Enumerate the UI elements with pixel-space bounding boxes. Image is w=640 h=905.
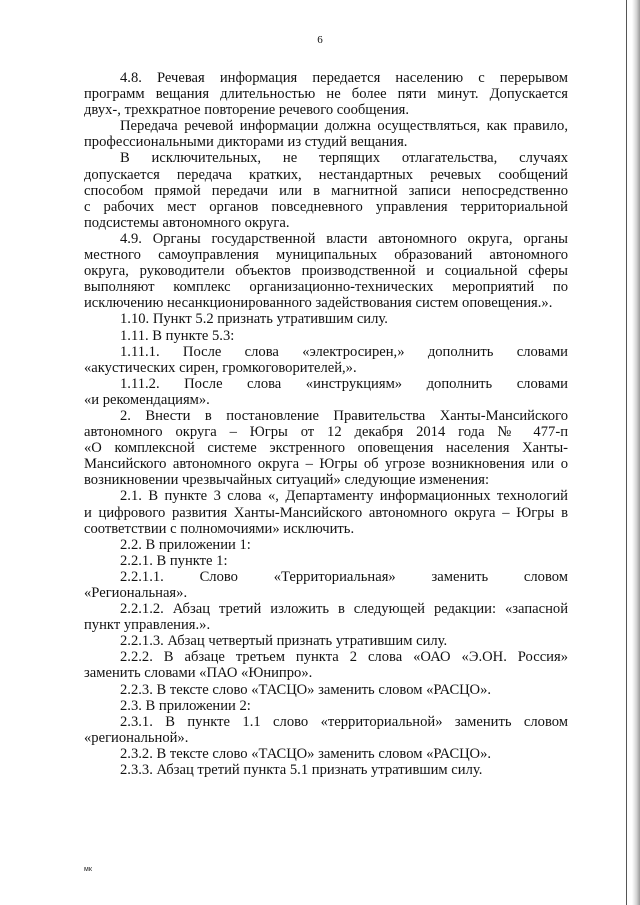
paragraph-line: округа, руководители объектов производственной и социальной сферы bbox=[84, 263, 568, 280]
paragraph-line: местного самоуправления муниципальных образований автономного bbox=[84, 247, 568, 264]
paragraph bbox=[84, 569, 568, 601]
paragraph-line: 2.3.2. В тексте слово «ТАСЦО» заменить словом «РАСЦО». bbox=[120, 745, 492, 762]
paragraph-line: 4.8. Речевая информация передается населению с перерывом bbox=[120, 70, 568, 86]
paragraph bbox=[84, 746, 568, 762]
paragraph-line: исключению несанкционированного задействования систем оповещения.». bbox=[84, 295, 553, 312]
paragraph-line: возникновении чрезвычайных ситуаций» следующие изменения: bbox=[84, 472, 489, 489]
paragraph bbox=[84, 649, 568, 681]
paragraph-line: «О комплексной системе экстренного оповещения населения Ханты- bbox=[84, 440, 568, 457]
paragraph bbox=[84, 150, 568, 230]
paragraph-line: В исключительных, не терпящих отлагательства, случаях bbox=[120, 150, 568, 167]
paragraph-line: 2.2.1. В пункте 1: bbox=[120, 552, 228, 569]
paragraph-line: способом прямой передачи или в магнитной записи непосредственно bbox=[84, 182, 568, 199]
paragraph-line: 2.3. В приложении 2: bbox=[120, 697, 251, 714]
paragraph-line: пункт управления.». bbox=[84, 617, 211, 634]
page-number: 6 bbox=[317, 34, 323, 46]
paragraph-line: 2.2.1.3. Абзац четвертый признать утратившим силу. bbox=[120, 633, 448, 650]
paragraph bbox=[84, 633, 568, 649]
document-body bbox=[84, 70, 568, 778]
paragraph bbox=[84, 344, 568, 376]
paragraph-line: программ вещания длительностью не более пяти минут. Допускается bbox=[84, 86, 568, 103]
paragraph bbox=[84, 118, 568, 150]
paragraph-line: 1.11.1. После слова «электросирен,» дополнить словами bbox=[120, 343, 568, 360]
paragraph-line: 4.9. Органы государственной власти автономного округа, органы bbox=[120, 230, 568, 247]
paragraph-line: допускается передача кратких, нестандартных речевых сообщений bbox=[84, 166, 568, 183]
paragraph-line: Мансийского автономного округа – Югры об угрозе возникновения или о bbox=[84, 456, 568, 473]
paragraph bbox=[84, 553, 568, 569]
paragraph-line: 1.11.2. После слова «инструкциям» дополнить словами bbox=[120, 375, 568, 392]
paragraph-line: 2.1. В пункте 3 слова «, Департаменту информационных технологий bbox=[120, 488, 568, 505]
paragraph bbox=[84, 601, 568, 633]
paragraph bbox=[84, 70, 568, 118]
paragraph-line: 1.11. В пункте 5.3: bbox=[120, 327, 235, 344]
paragraph bbox=[84, 537, 568, 553]
paragraph bbox=[84, 714, 568, 746]
paragraph-line: 2.3.3. Абзац третий пункта 5.1 признать утратившим силу. bbox=[120, 762, 483, 779]
paragraph-line: «акустических сирен, громкоговорителей,». bbox=[84, 359, 357, 376]
paragraph-line: заменить словами «ПАО «Юнипро». bbox=[84, 665, 313, 682]
paragraph-line: автономного округа – Югры от 12 декабря 2014 года № 477-п bbox=[84, 424, 568, 441]
paragraph-line: 2.2.1.1. Слово «Территориальная» заменить словом bbox=[120, 568, 568, 585]
paragraph-line: профессиональными дикторами из студий вещания. bbox=[84, 134, 408, 151]
paragraph-line: 2.3.1. В пункте 1.1 слово «территориальной» заменить словом bbox=[120, 713, 568, 730]
paragraph bbox=[84, 408, 568, 488]
paragraph-line: 2.2. В приложении 1: bbox=[120, 536, 251, 553]
paragraph-line: 1.10. Пункт 5.2 признать утратившим силу. bbox=[120, 311, 388, 328]
paragraph-line: «Региональная». bbox=[84, 585, 188, 601]
paragraph-line: 2.2.2. В абзаце третьем пункта 2 слова «ОАО «Э.ОН. Россия» bbox=[120, 649, 568, 666]
paragraph bbox=[84, 311, 568, 327]
paragraph-line: «и рекомендациям». bbox=[84, 391, 210, 408]
scan-rule bbox=[626, 0, 627, 905]
paragraph bbox=[84, 328, 568, 344]
paragraph bbox=[84, 231, 568, 311]
paragraph-line: «региональной». bbox=[84, 729, 189, 746]
paragraph bbox=[84, 682, 568, 698]
paragraph-line: 2.2.1.2. Абзац третий изложить в следующей редакции: «запасной bbox=[120, 601, 568, 618]
paragraph-line: с рабочих мест органов повседневного управления территориальной bbox=[84, 198, 568, 215]
paragraph-line: и цифрового развития Ханты-Мансийского автономного округа – Югры в bbox=[84, 504, 568, 521]
paragraph bbox=[84, 376, 568, 408]
paragraph-line: подсистемы автономного округа. bbox=[84, 214, 290, 231]
footer-mark: мк bbox=[84, 866, 92, 873]
scan-edge bbox=[632, 0, 640, 905]
paragraph-line: Передача речевой информации должна осуществляться, как правило, bbox=[120, 118, 568, 135]
paragraph-line: 2.2.3. В тексте слово «ТАСЦО» заменить словом «РАСЦО». bbox=[120, 681, 492, 698]
paragraph bbox=[84, 488, 568, 536]
paragraph-line: двух-, трехкратное повторение речевого сообщения. bbox=[84, 102, 409, 119]
paragraph bbox=[84, 698, 568, 714]
paragraph-line: 2. Внести в постановление Правительства Ханты-Мансийского bbox=[120, 407, 568, 424]
paragraph bbox=[84, 762, 568, 778]
paragraph-line: выполняют комплекс организационно-технических мероприятий по bbox=[84, 279, 568, 296]
paragraph-line: соответствии с полномочиями» исключить. bbox=[84, 520, 355, 537]
